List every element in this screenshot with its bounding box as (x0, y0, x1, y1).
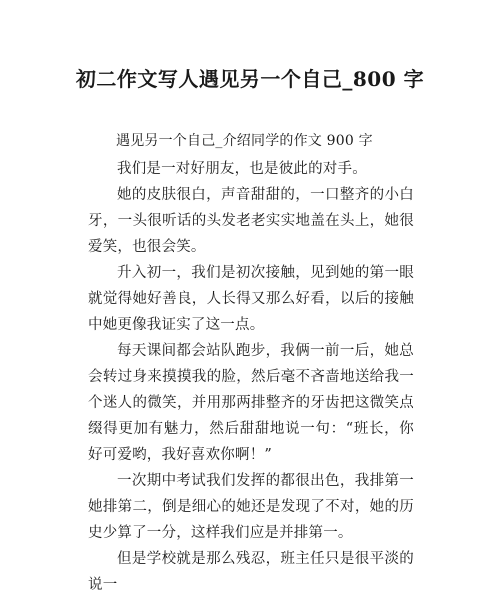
paragraph: 我们是一对好朋友，也是彼此的对手。 (117, 161, 367, 177)
document-subtitle: 遇见另一个自己_介绍同学的作文 900 字 (116, 133, 373, 149)
paragraph: 一次期中考试我们发挥的都很出色，我排第一她排第二，倒是细心的她还是发现了不对，她的历史少算了一分，这样我们应是并排第一。 (88, 473, 414, 541)
document-title: 初二作文写人遇见另一个自己_800 字 (75, 67, 425, 91)
paragraph: 每天课间都会站队跑步，我俩一前一后，她总会转过身来摸摸我的脸，然后毫不吝啬地送给我一个迷人的微笑，并用那两排整齐的牙齿把这微笑点缀得更加有魅力，然后甜甜地说一句：“班长，你好可爱哟，我好喜欢你啊！” (88, 343, 414, 463)
document-body (88, 128, 414, 598)
paragraph: 但是学校就是那么残忍，班主任只是很平淡的说一 (88, 551, 414, 593)
paragraph: 升入初一，我们是初次接触，见到她的第一眼就觉得她好善良，人长得又那么好看，以后的接触中她更像我证实了这一点。 (88, 265, 414, 333)
paragraph: 她的皮肤很白，声音甜甜的，一口整齐的小白牙，一头很听话的头发老老实实地盖在头上，她很爱笑，也很会笑。 (88, 187, 414, 255)
